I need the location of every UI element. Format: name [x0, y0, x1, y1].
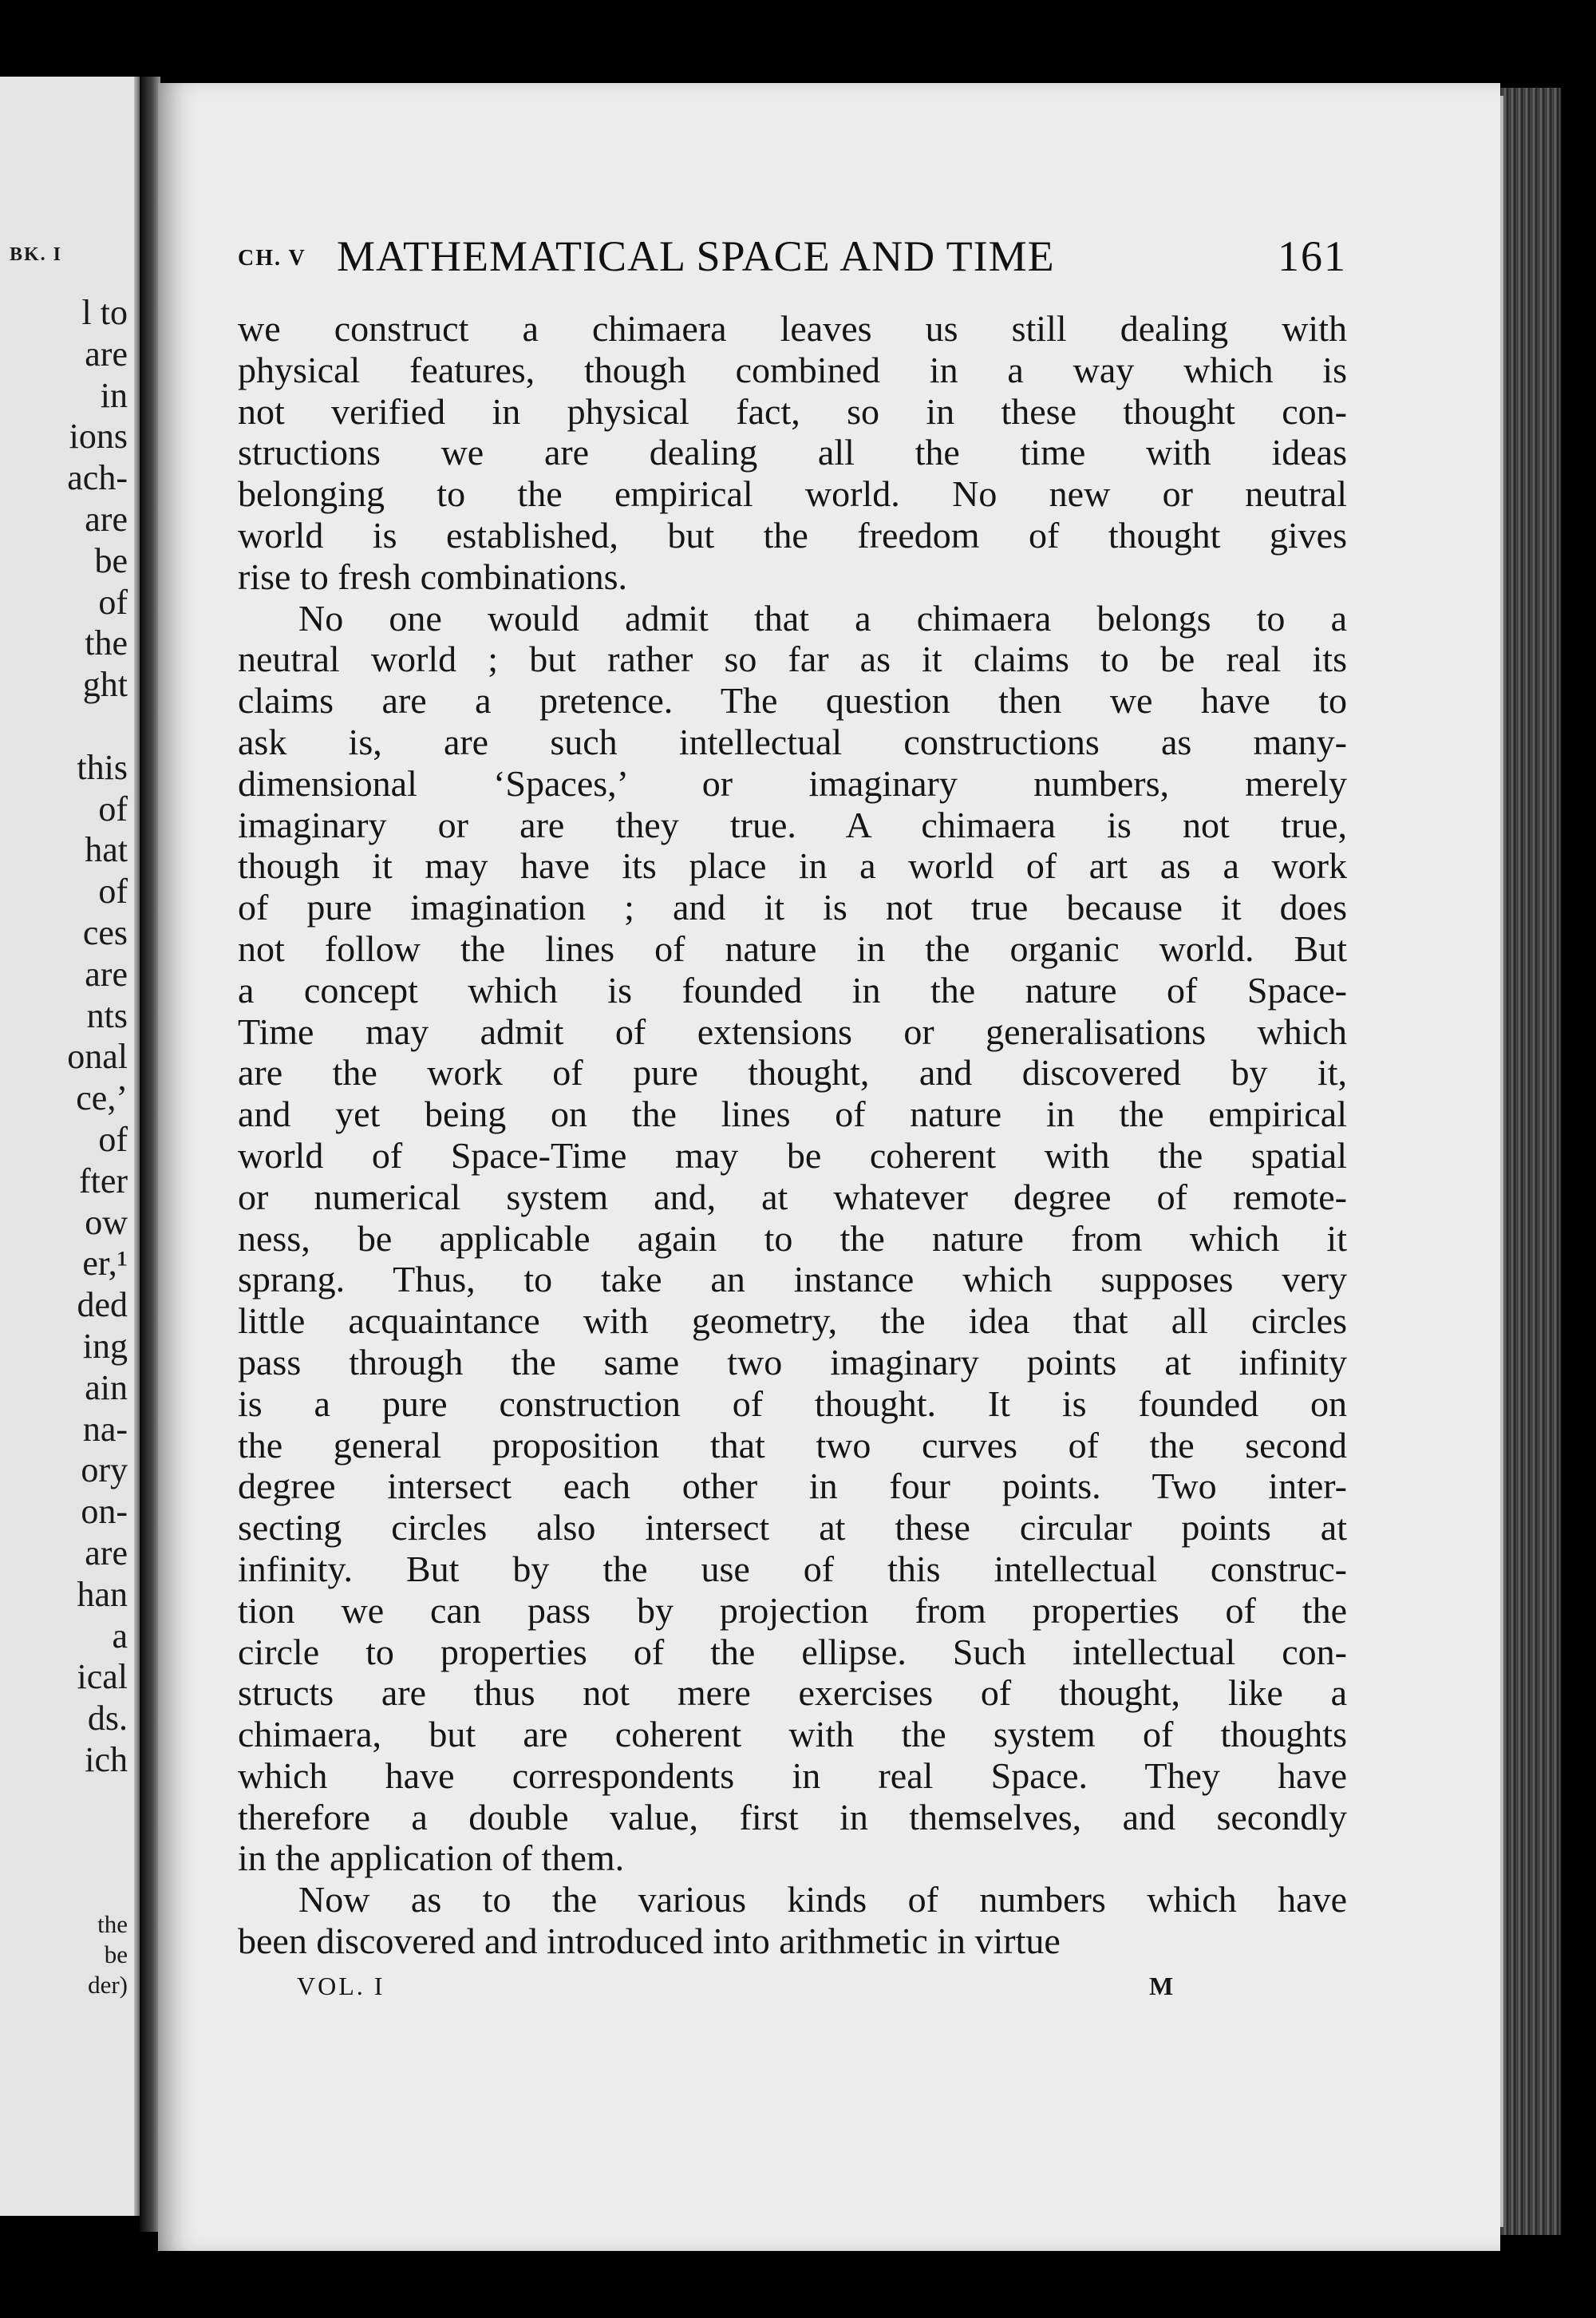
volume-signature: VOL. I — [297, 1972, 385, 2000]
text-line: therefore a double value, first in themselves, and secondly — [238, 1796, 1347, 1837]
text-line: is a pure construction of thought. It is founded on — [238, 1382, 1347, 1424]
running-head — [238, 231, 1347, 279]
facing-page-line: are — [85, 499, 128, 539]
text-line: ask is, are such intellectual constructions as many- — [238, 721, 1347, 762]
facing-page-line: fter — [78, 1161, 128, 1201]
text-line: dimensional ‘Spaces,’ or imaginary numbers, merely — [238, 762, 1347, 804]
text-line: neutral world ; but rather so far as it claims to be real its — [238, 639, 1347, 680]
facing-page-line: ain — [85, 1367, 128, 1407]
facing-page-line: ich — [85, 1739, 128, 1779]
text-line: physical features, though combined in a way which is — [238, 349, 1347, 390]
text-line: though it may have its place in a world of art as a work — [238, 845, 1347, 887]
facing-page-line: ory — [81, 1450, 128, 1490]
text-line: circle to properties of the ellipse. Such intellectual con- — [238, 1631, 1347, 1672]
facing-page-line: nts — [86, 995, 128, 1035]
facing-page-line: er,¹ — [82, 1244, 128, 1284]
facing-page-line: of — [98, 789, 128, 829]
text-line: degree intersect each other in four points. Two inter- — [238, 1466, 1347, 1507]
facing-page-line: ce,’ — [76, 1078, 128, 1118]
paragraph — [238, 1879, 1347, 1962]
sheet-signature-mark: M — [1149, 1972, 1174, 2000]
text-line: imaginary or are they true. A chimaera is not true, — [238, 804, 1347, 845]
text-line: tion we can pass by projection from properties of the — [238, 1589, 1347, 1631]
facing-page-line: on- — [81, 1492, 128, 1532]
chapter-title: MATHEMATICAL SPACE AND TIME — [337, 232, 1055, 280]
facing-page-line: onal — [67, 1037, 128, 1077]
facing-page-footnote-line: be — [104, 1940, 128, 1968]
facing-page-line: ds. — [87, 1699, 128, 1738]
text-line: world is established, but the freedom of thought gives — [238, 514, 1347, 556]
facing-page-line: ces — [82, 912, 128, 952]
facing-page-line: in — [100, 375, 128, 415]
facing-page-footnote-endings — [88, 1909, 128, 2000]
facing-page-line: ach- — [67, 458, 128, 498]
facing-page-line: of — [98, 872, 128, 912]
body-text — [238, 308, 1347, 1962]
facing-page-line: ions — [69, 417, 128, 457]
text-line: not verified in physical fact, so in these thought con- — [238, 390, 1347, 432]
text-line: pass through the same two imaginary points at infinity — [238, 1341, 1347, 1382]
text-line: claims are a pretence. The question then we have to — [238, 680, 1347, 722]
text-line: Now as to the various kinds of numbers which have — [298, 1879, 1347, 1920]
text-line: chimaera, but are coherent with the system of thoughts — [238, 1714, 1347, 1755]
text-line: No one would admit that a chimaera belongs to a — [298, 597, 1347, 639]
text-line: infinity. But by the use of this intellectual construc- — [238, 1548, 1347, 1589]
text-line: world of Space-Time may be coherent with the spatial — [238, 1134, 1347, 1176]
text-line: a concept which is founded in the nature of Space- — [238, 969, 1347, 1011]
facing-page-line: are — [85, 1533, 128, 1572]
facing-page-line: l to — [81, 293, 128, 332]
text-line: sprang. Thus, to take an instance which supposes very — [238, 1259, 1347, 1300]
text-line: structs are thus not mere exercises of thought, like a — [238, 1672, 1347, 1714]
text-line: which have correspondents in real Space. They have — [238, 1754, 1347, 1796]
facing-page-line: han — [77, 1574, 128, 1614]
facing-page-footnote-line: der) — [88, 1971, 128, 1999]
page-number: 161 — [1278, 232, 1347, 280]
facing-page-line: are — [85, 334, 128, 374]
text-line: are the work of pure thought, and discovered by it, — [238, 1052, 1347, 1094]
facing-page-line: a — [112, 1616, 128, 1655]
text-line: rise to fresh combinations. — [238, 556, 628, 597]
text-line: little acquaintance with geometry, the idea that all circles — [238, 1300, 1347, 1342]
facing-page-fragment — [0, 77, 145, 2216]
facing-page-line: of — [98, 582, 128, 622]
book-page — [158, 83, 1500, 2251]
text-line: or numerical system and, at whatever degree of remote- — [238, 1176, 1347, 1217]
facing-page-line-endings — [67, 292, 128, 1781]
facing-page-line: ical — [77, 1657, 128, 1697]
facing-page-footnote-line: the — [97, 1910, 128, 1938]
text-line: not follow the lines of nature in the organic world. But — [238, 928, 1347, 969]
facing-page-line: ing — [82, 1326, 128, 1366]
text-line: of pure imagination ; and it is not true because it does — [238, 887, 1347, 928]
text-line: belonging to the empirical world. No new or neutral — [238, 473, 1347, 515]
facing-page-line: ow — [85, 1202, 128, 1242]
facing-page-line: the — [85, 623, 128, 663]
text-line: ness, be applicable again to the nature from which it — [238, 1217, 1347, 1259]
facing-page-line: na- — [82, 1409, 128, 1449]
facing-page-line — [67, 706, 128, 747]
facing-page-line: hat — [85, 830, 128, 870]
text-line: we construct a chimaera leaves us still dealing with — [238, 308, 1347, 349]
page-footer — [238, 1972, 1347, 2011]
paragraph — [238, 598, 1347, 1880]
facing-page-line: are — [85, 954, 128, 994]
text-line: in the application of them. — [238, 1837, 625, 1879]
facing-page-line: of — [98, 1119, 128, 1159]
facing-page-line: ded — [77, 1285, 128, 1325]
chapter-label: CH. V — [238, 246, 306, 271]
facing-page-line: this — [77, 747, 128, 787]
facing-page-header: BK. I — [10, 244, 63, 265]
text-line: Time may admit of extensions or generalisations which — [238, 1011, 1347, 1052]
text-line: and yet being on the lines of nature in the empirical — [238, 1094, 1347, 1135]
facing-page-line: ght — [82, 665, 128, 705]
paragraph — [238, 308, 1347, 598]
facing-page-line: be — [94, 540, 128, 580]
text-line: secting circles also intersect at these circular points at — [238, 1507, 1347, 1549]
text-line: the general proposition that two curves of the second — [238, 1424, 1347, 1466]
text-line: been discovered and introduced into arithmetic in virtue — [238, 1920, 1061, 1962]
text-line: structions we are dealing all the time with ideas — [238, 432, 1347, 473]
